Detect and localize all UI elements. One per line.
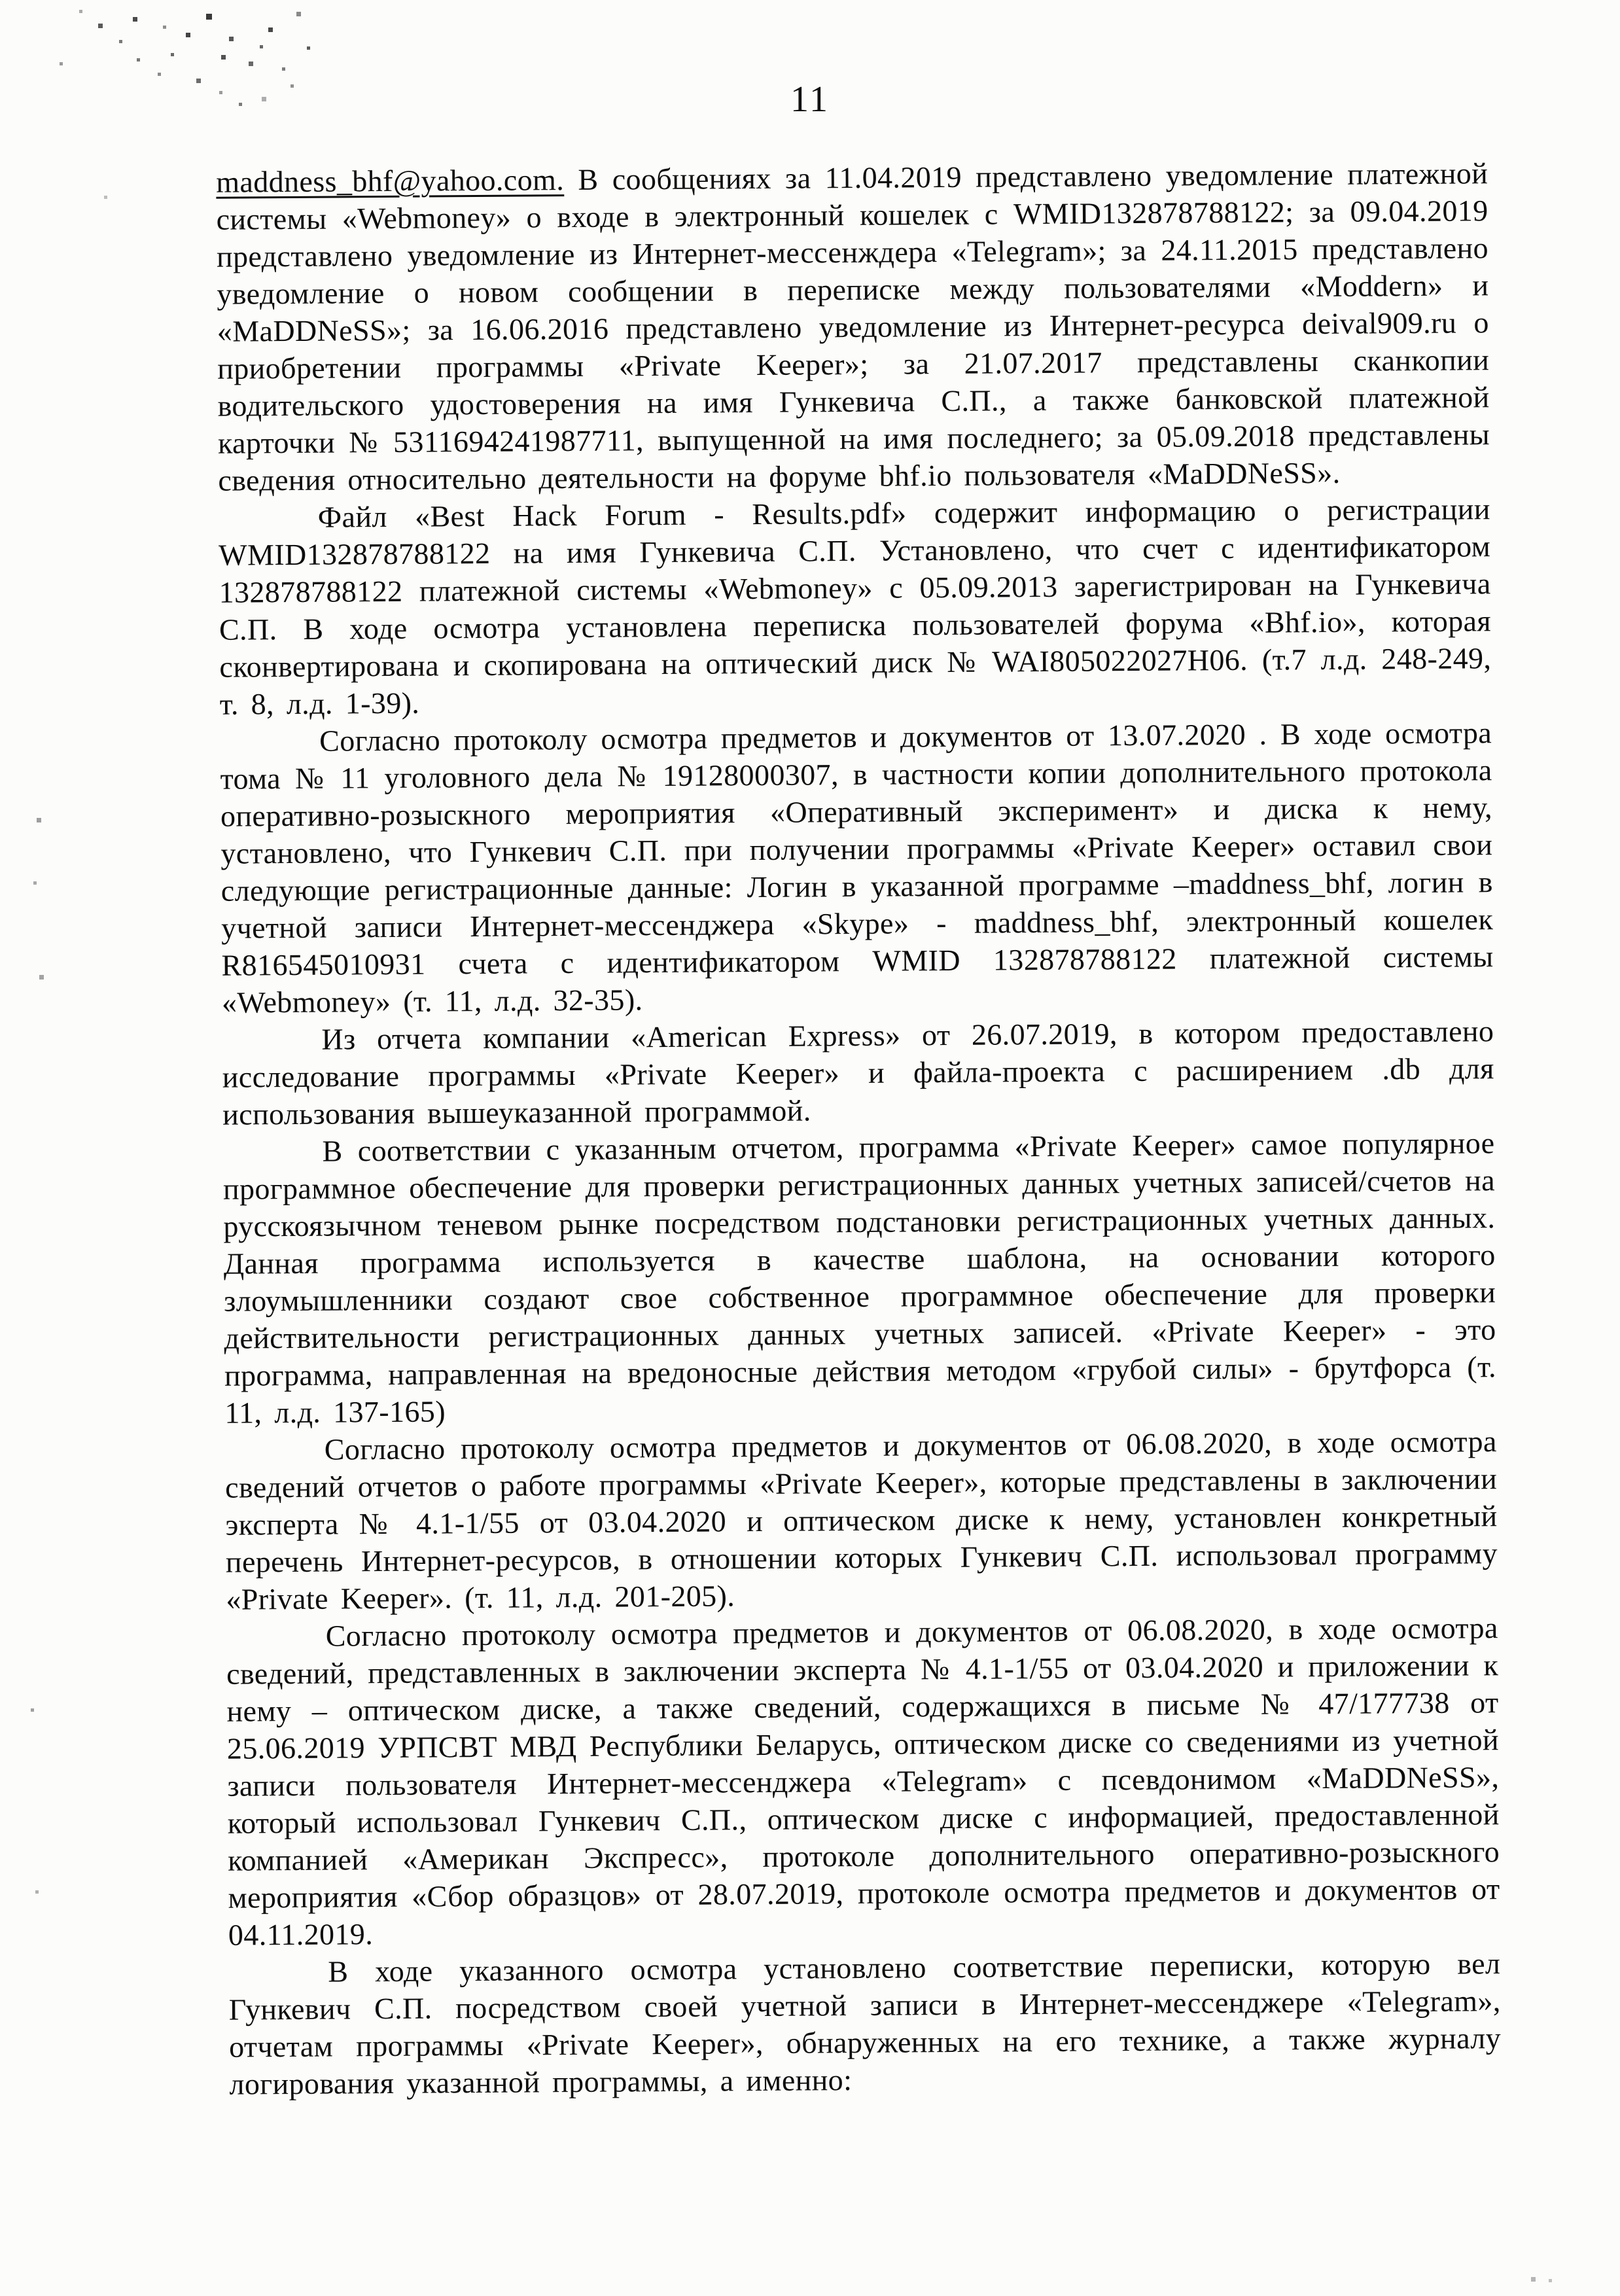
paragraph: В соответствии с указанным отчетом, программа «Private Keeper» самое популярное программное обеспечение для проверки регистрационных данных учетных записей/счетов на русскоязычном теневом рынке посредством подстановки регистрационных учетных данных. Данная программа используется в качестве шаблона, на основании которого злоумышленники создают свое собственное программное обеспечение для проверки действительности регистрационных данных учетных записей. «Private Keeper» - это программа, направленная на вредоносные действия методом «грубой силы» - брутфорса (т. 11, л.д. 137-165) xyxy=(222,1126,1497,1430)
document-body xyxy=(216,154,1502,2102)
paragraph: Согласно протоколу осмотра предметов и документов от 06.08.2020, в ходе осмотра сведений, представленных в заключении эксперта № 4.1-1/55 от 03.04.2020 и приложении к нему – оптическом диске, а также сведений, содержащихся в письме № 47/177738 от 25.06.2019 УРПСВТ МВД Республики Беларусь, оптическом диске со сведениями из учетной записи пользователя Интернет-мессенджера «Telegram» с псевдонимом «MaDDNeSS», который использовал Гункевич С.П., оптическом диске с информацией, предоставленной компанией «Американ Экспресс», протоколе дополнительного оперативно-розыскного мероприятия «Сбор образцов» от 28.07.2019, протоколе осмотра предметов и документов от 04.11.2019. xyxy=(226,1611,1500,1952)
paragraph xyxy=(216,154,1490,499)
paragraph: Файл «Best Hack Forum - Results.pdf» содержит информацию о регистрации WMID132878788122 на имя Гункевича С.П. Установлено, что счет с идентификатором 132878788122 платежной системы «Webmoney» с 05.09.2013 зарегистрирован на Гункевича С.П. В ходе осмотра установлена переписка пользователей форума «Bhf.io», которая сконвертирована и скопирована на оптический диск № WAI805022027H06. (т.7 л.д. 248-249, т. 8, л.д. 1-39). xyxy=(219,492,1492,721)
paragraph: Из отчета компании «American Express» от 26.07.2019, в котором предоставлено исследование программы «Private Keeper» и файла-проекта с расширением .db для использования вышеуказанной программой. xyxy=(222,1014,1494,1131)
scan-noise-artifact xyxy=(0,0,2,2)
paragraph-text: В сообщениях за 11.04.2019 представлено уведомление платежной системы «Webmoney» о входе в электронный кошелек с WMID132878788122; за 09.04.2019 представлено уведомление из Интернет-мессенждера «Telegram»; за 24.11.2015 представлено уведомление о новом сообщении в переписке между пользователями «Moddern» и «MaDDNeSS»; за 16.06.2016 представлено уведомление из Интернет-ресурса deival909.ru о приобретении программы «Private Keeper»; за 21.07.2017 представлены сканкопии водительского удостоверения на имя Гункевича С.П., а также банковской платежной карточки № 5311694241987711, выпущенной на имя последнего; за 05.09.2018 представлены сведения относительно деятельности на форуме bhf.io пользователя «MaDDNeSS». xyxy=(216,156,1490,497)
paragraph: Согласно протоколу осмотра предметов и документов от 13.07.2020 . В ходе осмотра тома № 11 уголовного дела № 19128000307, в частности копии дополнительного протокола оперативно-розыскного мероприятия «Оперативный эксперимент» и диска к нему, установлено, что Гункевич С.П. при получении программы «Private Keeper» оставил свои следующие регистрационные данные: Логин в указанной программе –maddness_bhf, логин в учетной записи Интернет-мессенджера «Skype» - maddness_bhf, электронный кошелек R816545010931 счета с идентификатором WMID 132878788122 платежной системы «Webmoney» (т. 11, л.д. 32-35). xyxy=(220,716,1494,1019)
page-number: 11 xyxy=(790,79,830,120)
paragraph: В ходе указанного осмотра установлено соответствие переписки, которую вел Гункевич С.П. посредством своей учетной записи в Интернет-мессенджере «Telegram», отчетам программы «Private Keeper», обнаруженных на его технике, а также журналу логирования указанной программы, а именно: xyxy=(228,1947,1502,2101)
email-address-underlined: maddness_bhf@yahoo.com. xyxy=(216,163,565,199)
paragraph: Согласно протоколу осмотра предметов и документов от 06.08.2020, в ходе осмотра сведений отчетов о работе программы «Private Keeper», которые представлены в заключении эксперта № 4.1-1/55 от 03.04.2020 и оптическом диске к нему, установлен конкретный перечень Интернет-ресурсов, в отношении которых Гункевич С.П. использовал программу «Private Keeper». (т. 11, л.д. 201-205). xyxy=(224,1424,1498,1616)
